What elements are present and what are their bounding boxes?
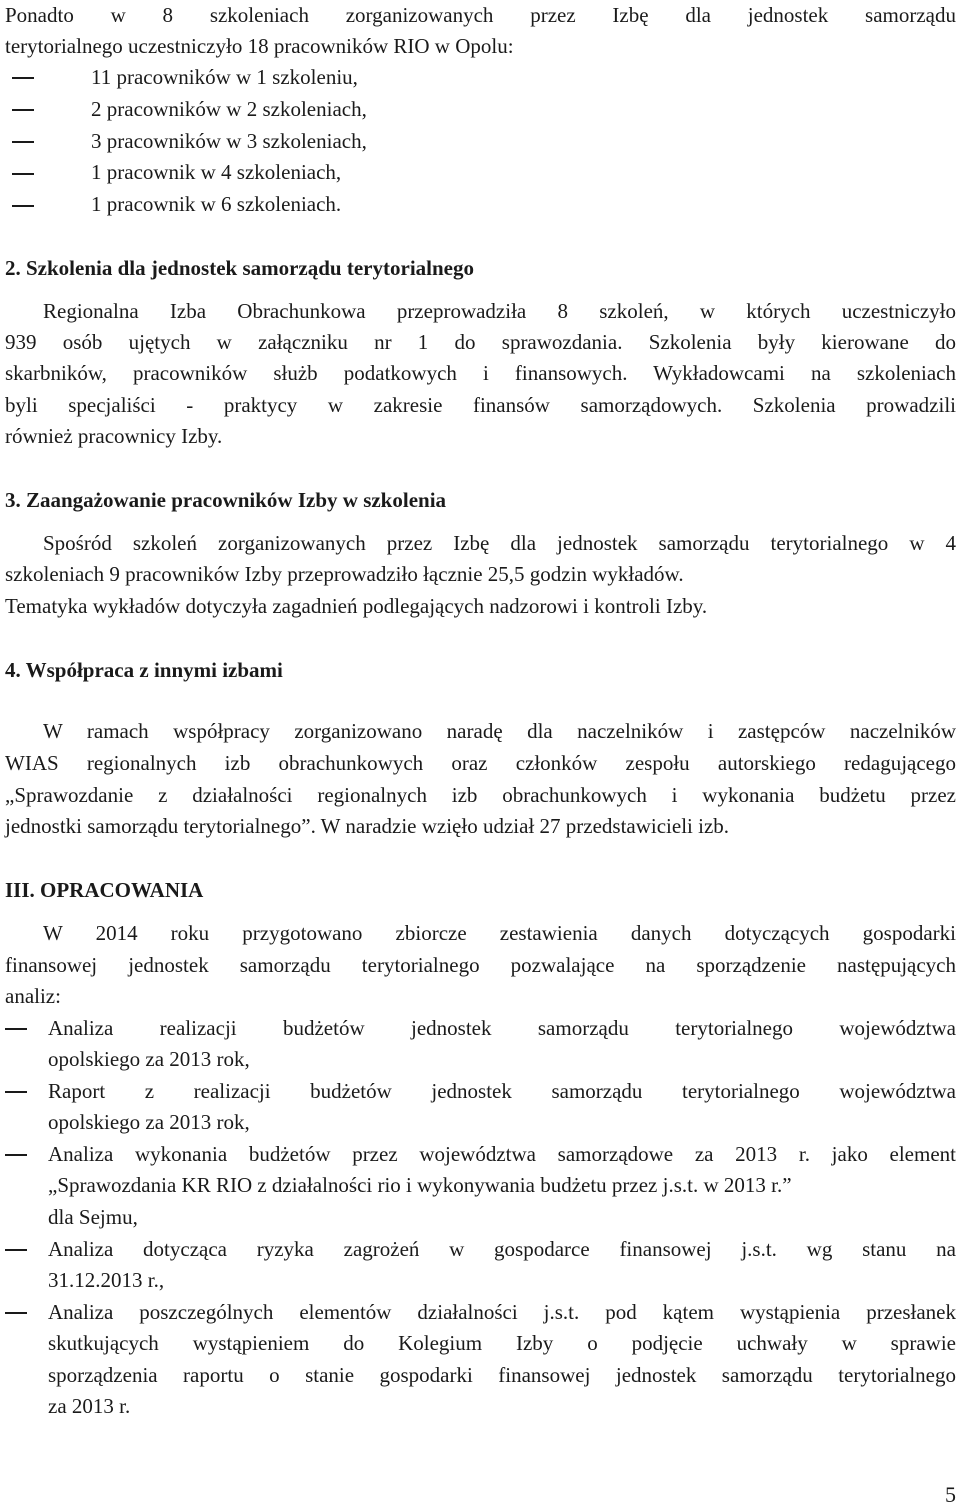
analysis-item-3-line-1: Analiza wykonania budżetów przez województwa samorządowe za 2013 r. jako element bbox=[48, 1142, 956, 1166]
section-3-line-2: szkoleniach 9 pracowników Izby przeprowadziło łącznie 25,5 godzin wykładów. bbox=[5, 562, 684, 586]
dash-bullet-icon bbox=[12, 77, 34, 79]
section-4-heading: 4. Współpraca z innymi izbami bbox=[5, 658, 283, 682]
intro-bullet-1: 11 pracowników w 1 szkoleniu, bbox=[91, 65, 358, 89]
analysis-item-4-line-2: 31.12.2013 r., bbox=[48, 1268, 165, 1292]
dash-bullet-icon bbox=[5, 1249, 27, 1251]
section-3-line-1: Spośród szkoleń zorganizowanych przez Izbę dla jednostek samorządu terytorialnego w 4 bbox=[43, 531, 956, 555]
section-2-line-1: Regionalna Izba Obrachunkowa przeprowadziła 8 szkoleń, w których uczestniczyło bbox=[43, 299, 956, 323]
intro-bullet-3: 3 pracowników w 3 szkoleniach, bbox=[91, 129, 367, 153]
section-iii-heading: III. OPRACOWANIA bbox=[5, 878, 204, 902]
section-4-line-3: „Sprawozdanie z działalności regionalnych izb obrachunkowych i wykonania budżetu przez bbox=[5, 783, 956, 807]
dash-bullet-icon bbox=[5, 1091, 27, 1093]
analysis-item-4-line-1: Analiza dotycząca ryzyka zagrożeń w gospodarce finansowej j.s.t. wg stanu na bbox=[48, 1237, 956, 1261]
section-2-heading: 2. Szkolenia dla jednostek samorządu terytorialnego bbox=[5, 256, 474, 280]
section-3-line-3: Tematyka wykładów dotyczyła zagadnień podlegających nadzorowi i kontroli Izby. bbox=[5, 594, 708, 618]
analysis-item-2-line-1: Raport z realizacji budżetów jednostek samorządu terytorialnego województwa bbox=[48, 1079, 956, 1103]
dash-bullet-icon bbox=[12, 173, 34, 175]
section-4-line-1: W ramach współpracy zorganizowano naradę dla naczelników i zastępców naczelników bbox=[43, 719, 956, 743]
analysis-item-5-line-4: za 2013 r. bbox=[48, 1394, 131, 1418]
analysis-item-5-line-3: sporządzenia raportu o stanie gospodarki finansowej jednostek samorządu terytorialnego bbox=[48, 1363, 956, 1387]
dash-bullet-icon bbox=[12, 109, 34, 111]
analysis-item-2-line-2: opolskiego za 2013 rok, bbox=[48, 1110, 250, 1134]
section-2-line-2: 939 osób ujętych w załączniku nr 1 do sprawozdania. Szkolenia były kierowane do bbox=[5, 330, 956, 354]
dash-bullet-icon bbox=[5, 1028, 27, 1030]
section-iii-line-3: analiz: bbox=[5, 984, 61, 1008]
section-4-line-4: jednostki samorządu terytorialnego”. W naradzie wzięło udział 27 przedstawicieli izb. bbox=[5, 814, 730, 838]
analysis-item-1-line-1: Analiza realizacji budżetów jednostek samorządu terytorialnego województwa bbox=[48, 1016, 956, 1040]
dash-bullet-icon bbox=[12, 141, 34, 143]
intro-line-2: terytorialnego uczestniczyło 18 pracowników RIO w Opolu: bbox=[5, 34, 514, 58]
dash-bullet-icon bbox=[12, 205, 34, 207]
intro-bullet-5: 1 pracownik w 6 szkoleniach. bbox=[91, 192, 342, 216]
analysis-item-5-line-2: skutkujących wystąpieniem do Kolegium Izby o podjęcie uchwały w sprawie bbox=[48, 1331, 956, 1355]
intro-bullet-2: 2 pracowników w 2 szkoleniach, bbox=[91, 97, 367, 121]
analysis-item-1-line-2: opolskiego za 2013 rok, bbox=[48, 1047, 250, 1071]
section-4-line-2: WIAS regionalnych izb obrachunkowych oraz członków zespołu autorskiego redagującego bbox=[5, 751, 956, 775]
analysis-item-5-line-1: Analiza poszczególnych elementów działalności j.s.t. pod kątem wystąpienia przesłanek bbox=[48, 1300, 956, 1324]
section-2-line-4: byli specjaliści - praktycy w zakresie finansów samorządowych. Szkolenia prowadzili bbox=[5, 393, 956, 417]
analysis-item-3-line-3: dla Sejmu, bbox=[48, 1205, 138, 1229]
intro-bullet-4: 1 pracownik w 4 szkoleniach, bbox=[91, 160, 342, 184]
section-2-line-3: skarbników, pracowników służb podatkowych i finansowych. Wykładowcami na szkoleniach bbox=[5, 361, 956, 385]
intro-line-1: Ponadto w 8 szkoleniach zorganizowanych przez Izbę dla jednostek samorządu bbox=[5, 3, 956, 27]
section-iii-line-2: finansowej jednostek samorządu terytorialnego pozwalające na sporządzenie następujących bbox=[5, 953, 956, 977]
dash-bullet-icon bbox=[5, 1312, 27, 1314]
section-iii-line-1: W 2014 roku przygotowano zbiorcze zestawienia danych dotyczących gospodarki bbox=[43, 921, 956, 945]
section-2-line-5: również pracownicy Izby. bbox=[5, 424, 223, 448]
section-3-heading: 3. Zaangażowanie pracowników Izby w szkolenia bbox=[5, 488, 447, 512]
dash-bullet-icon bbox=[5, 1154, 27, 1156]
page-number: 5 bbox=[945, 1482, 956, 1507]
analysis-item-3-line-2: „Sprawozdania KR RIO z działalności rio i wykonywania budżetu przez j.s.t. w 2013 r.” bbox=[48, 1173, 792, 1197]
